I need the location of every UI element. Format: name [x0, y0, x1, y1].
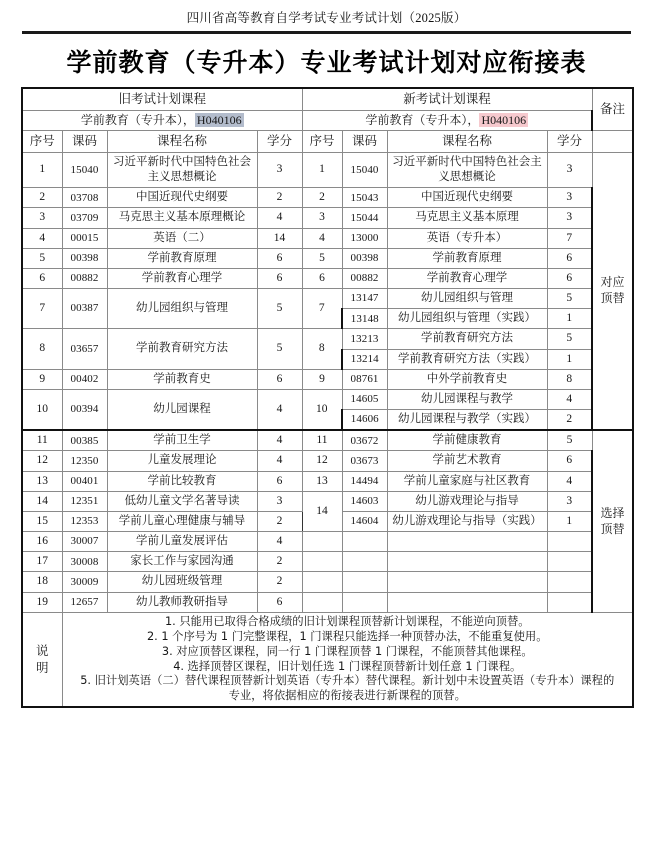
- old-course-name: 学前卫生学: [107, 430, 257, 451]
- old-credits: 4: [257, 389, 302, 430]
- col-head-new-seq: 序号: [302, 131, 342, 153]
- new-course-name: [387, 592, 547, 612]
- new-credits: 1: [547, 349, 592, 369]
- new-credits: 4: [547, 389, 592, 409]
- table-row: [22, 228, 633, 248]
- old-seq: 3: [22, 208, 62, 228]
- old-course-name: 学前教育心理学: [107, 268, 257, 288]
- old-major-code: H040106: [196, 112, 242, 127]
- old-seq: 10: [22, 389, 62, 430]
- table-row: [22, 572, 633, 592]
- new-credits: 8: [547, 369, 592, 389]
- new-code: [342, 592, 387, 612]
- table-column-header-row: [22, 131, 633, 153]
- old-course-name: 学前教育原理: [107, 248, 257, 268]
- old-credits: 2: [257, 511, 302, 531]
- group-header-new-plan: 新考试计划课程: [302, 88, 592, 110]
- new-seq: [302, 552, 342, 572]
- new-seq: 12: [302, 451, 342, 471]
- old-code: 03708: [62, 188, 107, 208]
- table-row: [22, 430, 633, 451]
- old-seq: 1: [22, 152, 62, 187]
- old-credits: 2: [257, 572, 302, 592]
- new-credits: 3: [547, 208, 592, 228]
- new-credits: 1: [547, 511, 592, 531]
- new-course-name: 幼儿园课程与教学（实践）: [387, 410, 547, 431]
- remark-optional: [592, 430, 633, 612]
- old-seq: 16: [22, 532, 62, 552]
- new-seq: [302, 572, 342, 592]
- new-course-name: 学前教育研究方法（实践）: [387, 349, 547, 369]
- old-credits: 6: [257, 268, 302, 288]
- new-credits: 3: [547, 188, 592, 208]
- old-code: 30008: [62, 552, 107, 572]
- old-course-name: 低幼儿童文学名著导读: [107, 491, 257, 511]
- new-code: 13213: [342, 329, 387, 349]
- new-course-name: 幼儿园组织与管理: [387, 289, 547, 309]
- new-course-name: 幼儿游戏理论与指导（实践）: [387, 511, 547, 531]
- old-code: 30007: [62, 532, 107, 552]
- old-code: 12351: [62, 491, 107, 511]
- old-credits: 4: [257, 430, 302, 451]
- col-head-new-credits: 学分: [547, 131, 592, 153]
- remark-corresponding: [592, 152, 633, 430]
- table-container: [0, 87, 653, 708]
- old-course-name: 学前儿童发展评估: [107, 532, 257, 552]
- new-credits: 5: [547, 289, 592, 309]
- new-course-name: 学前教育研究方法: [387, 329, 547, 349]
- table-row: [22, 389, 633, 409]
- table-row: [22, 268, 633, 288]
- old-code: 15040: [62, 152, 107, 187]
- new-course-name: [387, 572, 547, 592]
- old-code: 00015: [62, 228, 107, 248]
- new-course-name: 学前艺术教育: [387, 451, 547, 471]
- new-seq: 3: [302, 208, 342, 228]
- notes-label: [22, 612, 62, 707]
- old-seq: 9: [22, 369, 62, 389]
- old-code: 00385: [62, 430, 107, 451]
- new-credits: 3: [547, 152, 592, 187]
- new-code: 03672: [342, 430, 387, 451]
- table-row: [22, 188, 633, 208]
- note-item: 4. 选择顶替区课程，旧计划任选 1 门课程顶替新计划任意 1 门课程。: [173, 659, 522, 673]
- old-course-name: 马克思主义基本原理概论: [107, 208, 257, 228]
- new-code: 14605: [342, 389, 387, 409]
- old-seq: 4: [22, 228, 62, 248]
- new-credits: 1: [547, 309, 592, 329]
- new-course-name: 中外学前教育史: [387, 369, 547, 389]
- col-head-old-credits: 学分: [257, 131, 302, 153]
- new-code: 00882: [342, 268, 387, 288]
- new-code: [342, 552, 387, 572]
- new-code: 13148: [342, 309, 387, 329]
- col-head-old-code: 课码: [62, 131, 107, 153]
- new-code: 03673: [342, 451, 387, 471]
- new-credits: 5: [547, 329, 592, 349]
- table-row: [22, 248, 633, 268]
- new-seq: 1: [302, 152, 342, 187]
- old-course-name: 幼儿园班级管理: [107, 572, 257, 592]
- old-seq: 17: [22, 552, 62, 572]
- old-seq: 15: [22, 511, 62, 531]
- table-row: [22, 329, 633, 349]
- old-seq: 13: [22, 471, 62, 491]
- old-credits: 6: [257, 369, 302, 389]
- remark-line: 对应: [600, 275, 625, 290]
- old-credits: 4: [257, 208, 302, 228]
- page-title: 学前教育（专升本）专业考试计划对应衔接表: [66, 50, 587, 77]
- table-row: [22, 552, 633, 572]
- old-code: 03709: [62, 208, 107, 228]
- table-major-row: [22, 110, 633, 131]
- note-item: 1. 只能用已取得合格成绩的旧计划课程顶替新计划课程，不能逆向顶替。: [164, 614, 530, 628]
- new-credits: 3: [547, 491, 592, 511]
- old-credits: 6: [257, 592, 302, 612]
- old-code: 30009: [62, 572, 107, 592]
- new-major-code: H040106: [481, 112, 527, 127]
- new-course-name: 学前教育原理: [387, 248, 547, 268]
- old-code: 00398: [62, 248, 107, 268]
- table-row: [22, 208, 633, 228]
- new-seq: 4: [302, 228, 342, 248]
- table-row: [22, 592, 633, 612]
- new-course-name: [387, 552, 547, 572]
- notes-label-char: 明: [35, 659, 49, 675]
- new-course-name: 学前健康教育: [387, 430, 547, 451]
- col-head-old-seq: 序号: [22, 131, 62, 153]
- old-course-name: 中国近现代史纲要: [107, 188, 257, 208]
- remark-line: 选择: [600, 505, 625, 520]
- new-course-name: [387, 532, 547, 552]
- new-code: 13147: [342, 289, 387, 309]
- new-seq: 13: [302, 471, 342, 491]
- col-head-new-name: 课程名称: [387, 131, 547, 153]
- note-item: 2. 1 个序号为 1 门完整课程，1 门课程只能选择一种顶替办法，不能重复使用。: [147, 629, 548, 643]
- old-credits: 6: [257, 248, 302, 268]
- table-row: [22, 471, 633, 491]
- old-credits: 4: [257, 451, 302, 471]
- old-course-name: 习近平新时代中国特色社会主义思想概论: [107, 152, 257, 187]
- new-course-name: 幼儿园组织与管理（实践）: [387, 309, 547, 329]
- new-seq: 11: [302, 430, 342, 451]
- table-row: [22, 491, 633, 511]
- old-credits: 2: [257, 188, 302, 208]
- old-credits: 5: [257, 289, 302, 329]
- new-credits: [547, 592, 592, 612]
- new-seq: 6: [302, 268, 342, 288]
- note-item: 3. 对应顶替区课程，同一行 1 门课程顶替 1 门课程，不能顶替其他课程。: [161, 644, 533, 658]
- col-head-remark-blank: [592, 131, 633, 153]
- old-seq: 2: [22, 188, 62, 208]
- course-mapping-table: [21, 87, 634, 708]
- new-code: 13000: [342, 228, 387, 248]
- new-credits: 5: [547, 430, 592, 451]
- old-seq: 5: [22, 248, 62, 268]
- new-course-name: 中国近现代史纲要: [387, 188, 547, 208]
- new-credits: 6: [547, 268, 592, 288]
- new-code: 14603: [342, 491, 387, 511]
- old-credits: 2: [257, 552, 302, 572]
- old-code: 00401: [62, 471, 107, 491]
- old-seq: 12: [22, 451, 62, 471]
- old-seq: 6: [22, 268, 62, 288]
- old-course-name: 幼儿园课程: [107, 389, 257, 430]
- old-credits: 14: [257, 228, 302, 248]
- table-group-header-row: [22, 88, 633, 110]
- old-seq: 7: [22, 289, 62, 329]
- table-row: [22, 532, 633, 552]
- old-credits: 6: [257, 471, 302, 491]
- new-credits: [547, 572, 592, 592]
- new-seq: [302, 592, 342, 612]
- new-credits: 2: [547, 410, 592, 431]
- col-head-new-code: 课码: [342, 131, 387, 153]
- new-course-name: 幼儿园课程与教学: [387, 389, 547, 409]
- new-seq: 10: [302, 389, 342, 430]
- new-credits: 4: [547, 471, 592, 491]
- old-credits: 3: [257, 152, 302, 187]
- old-course-name: 英语（二）: [107, 228, 257, 248]
- new-code: 15043: [342, 188, 387, 208]
- old-seq: 19: [22, 592, 62, 612]
- col-head-old-name: 课程名称: [107, 131, 257, 153]
- new-course-name: 习近平新时代中国特色社会主义思想概论: [387, 152, 547, 187]
- old-code: 12353: [62, 511, 107, 531]
- new-code: 15040: [342, 152, 387, 187]
- new-code: 15044: [342, 208, 387, 228]
- new-seq: [302, 532, 342, 552]
- note-item: 5. 旧计划英语（二）替代课程顶替新计划英语（专升本）替代课程。新计划中未设置英语（专升本）课程的: [80, 674, 615, 688]
- old-seq: 8: [22, 329, 62, 369]
- old-course-name: 学前教育史: [107, 369, 257, 389]
- old-credits: 4: [257, 532, 302, 552]
- note-item: 专业，将依据相应的衔接表进行新课程的顶替。: [228, 689, 466, 703]
- old-seq: 11: [22, 430, 62, 451]
- new-course-name: 英语（专升本）: [387, 228, 547, 248]
- old-course-name: 幼儿园组织与管理: [107, 289, 257, 329]
- new-code: [342, 532, 387, 552]
- new-seq: 9: [302, 369, 342, 389]
- new-code: [342, 572, 387, 592]
- notes-row: [22, 612, 633, 707]
- old-code: 12657: [62, 592, 107, 612]
- remark-line: 顶替: [600, 291, 625, 306]
- new-code: 14604: [342, 511, 387, 531]
- new-major-cell: [302, 110, 592, 131]
- table-row: [22, 451, 633, 471]
- new-credits: [547, 552, 592, 572]
- new-course-name: 幼儿游戏理论与指导: [387, 491, 547, 511]
- old-seq: 14: [22, 491, 62, 511]
- old-seq: 18: [22, 572, 62, 592]
- new-major-label: 学前教育（专升本），: [365, 112, 480, 127]
- old-major-cell: [22, 110, 302, 131]
- new-course-name: 学前教育心理学: [387, 268, 547, 288]
- old-course-name: 学前教育研究方法: [107, 329, 257, 369]
- old-code: 00387: [62, 289, 107, 329]
- new-code: 13214: [342, 349, 387, 369]
- old-course-name: 儿童发展理论: [107, 451, 257, 471]
- old-major-label: 学前教育（专升本），: [80, 112, 195, 127]
- notes-body: [62, 612, 633, 707]
- old-code: 12350: [62, 451, 107, 471]
- new-seq: 2: [302, 188, 342, 208]
- table-row: [22, 369, 633, 389]
- new-seq: 8: [302, 329, 342, 369]
- new-code: 08761: [342, 369, 387, 389]
- new-seq: 5: [302, 248, 342, 268]
- new-seq: 14: [302, 491, 342, 531]
- new-credits: 6: [547, 451, 592, 471]
- old-course-name: 学前比较教育: [107, 471, 257, 491]
- old-course-name: 家长工作与家园沟通: [107, 552, 257, 572]
- new-course-name: 学前儿童家庭与社区教育: [387, 471, 547, 491]
- old-code: 03657: [62, 329, 107, 369]
- new-credits: 7: [547, 228, 592, 248]
- notes-label-char: 说: [35, 643, 49, 658]
- new-seq: 7: [302, 289, 342, 329]
- table-row: [22, 152, 633, 187]
- old-code: 00402: [62, 369, 107, 389]
- old-course-name: 学前儿童心理健康与辅导: [107, 511, 257, 531]
- new-credits: [547, 532, 592, 552]
- old-credits: 3: [257, 491, 302, 511]
- old-course-name: 幼儿教师教研指导: [107, 592, 257, 612]
- new-code: 00398: [342, 248, 387, 268]
- document-header-line: 四川省高等教育自学考试专业考试计划（2025版）: [186, 11, 467, 25]
- new-credits: 6: [547, 248, 592, 268]
- table-row: [22, 289, 633, 309]
- group-header-old-plan: 旧考试计划课程: [22, 88, 302, 110]
- old-code: 00394: [62, 389, 107, 430]
- group-header-remark: 备注: [592, 88, 633, 131]
- old-code: 00882: [62, 268, 107, 288]
- old-credits: 5: [257, 329, 302, 369]
- new-code: 14494: [342, 471, 387, 491]
- new-course-name: 马克思主义基本原理: [387, 208, 547, 228]
- remark-line: 顶替: [600, 521, 625, 536]
- new-code: 14606: [342, 410, 387, 431]
